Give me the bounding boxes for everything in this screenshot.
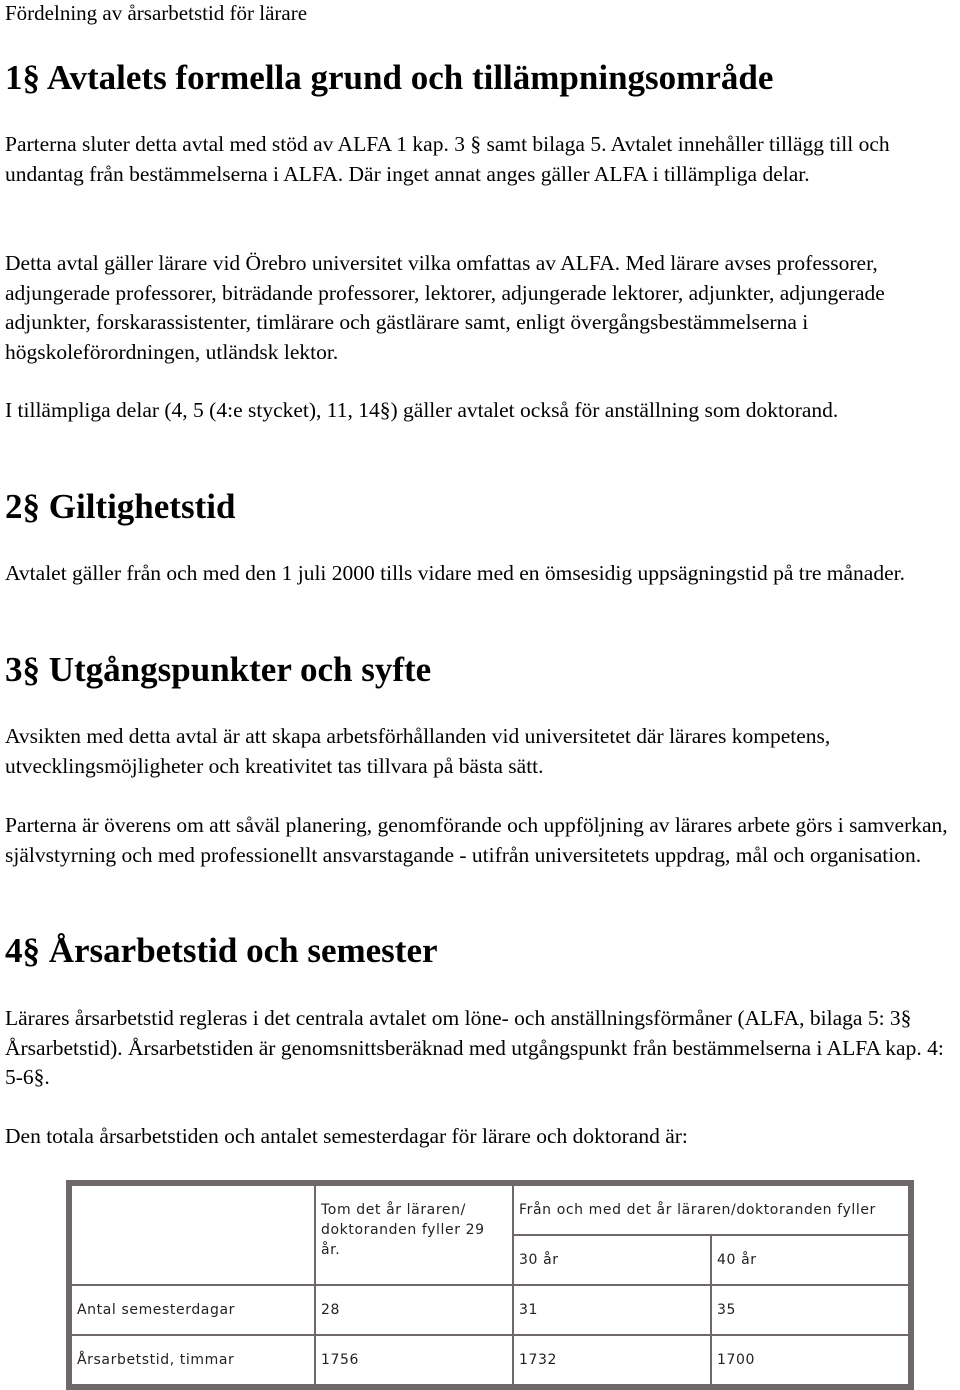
section-2-paragraph-1: Avtalet gäller från och med den 1 juli 2000 tills vidare med en ömsesidig uppsägningstid på tre månader. xyxy=(5,561,905,585)
table-subheader-40: 40 år xyxy=(711,1235,909,1285)
section-3-paragraph-1: Avsikten med detta avtal är att skapa arbetsförhållanden vid universitetet där lärares kompetens, utvecklingsmöjligheter och kreativitet tas tillvara på bästa sätt. xyxy=(5,724,831,778)
table-row xyxy=(71,1335,909,1385)
document-title: Fördelning av årsarbetstid för lärare xyxy=(5,1,308,25)
cell-vacation-30: 31 xyxy=(513,1285,711,1335)
section-4-heading: 4§ Årsarbetstid och semester xyxy=(5,931,438,970)
section-1-paragraph-1: Parterna sluter detta avtal med stöd av ALFA 1 kap. 3 § samt bilaga 5. Avtalet innehåller tillägg till och undantag från bestämmelserna i ALFA. Där inget annat anges gäller ALFA i tillämpliga delar. xyxy=(5,132,890,186)
table-corner-cell xyxy=(71,1185,315,1285)
section-1-paragraph-2: Detta avtal gäller lärare vid Örebro universitet vilka omfattas av ALFA. Med lärare avses professorer, adjungerade professorer, biträdande professorer, lektorer, adjungerade lektorer, adjunkter, adjungerade adjunkter, forskarassistenter, timlärare och gästlärare samt, enligt övergångsbestämmelserna i högskoleförordningen, utländsk lektor. xyxy=(5,251,885,364)
cell-vacation-29: 28 xyxy=(315,1285,513,1335)
allocation-table-wrapper xyxy=(66,1180,914,1390)
cell-hours-40: 1700 xyxy=(711,1335,909,1385)
table-row xyxy=(71,1285,909,1335)
cell-vacation-40: 35 xyxy=(711,1285,909,1335)
table-subheader-30: 30 år xyxy=(513,1235,711,1285)
row-label-annual-hours: Årsarbetstid, timmar xyxy=(71,1335,315,1385)
row-label-vacation-days: Antal semesterdagar xyxy=(71,1285,315,1335)
cell-hours-30: 1732 xyxy=(513,1335,711,1385)
section-3-paragraph-2: Parterna är överens om att såväl planering, genomförande och uppföljning av lärares arbete görs i samverkan, självstyrning och med professionellt ansvarstagande - utifrån universitetets uppdrag, mål och organisation. xyxy=(5,813,948,867)
section-1-paragraph-3: I tillämpliga delar (4, 5 (4:e stycket), 11, 14§) gäller avtalet också för anställning som doktorand. xyxy=(5,398,839,422)
section-4-paragraph-1: Lärares årsarbetstid regleras i det centrala avtalet om löne- och anställningsförmåner (ALFA, bilaga 5: 3§ Årsarbetstid). Årsarbetstiden är genomsnittsberäknad med utgångspunkt från bestämmelserna i ALFA kap. 4: 5-6§. xyxy=(5,1006,944,1090)
section-1-heading: 1§ Avtalets formella grund och tillämpningsområde xyxy=(5,58,774,97)
section-2-heading: 2§ Giltighetstid xyxy=(5,487,236,526)
table-header-up-to-29: Tom det år läraren/ doktoranden fyller 29 år. xyxy=(315,1185,513,1285)
table-header-from-year: Från och med det år läraren/doktoranden fyller xyxy=(513,1185,909,1235)
allocation-table xyxy=(66,1180,914,1390)
section-3-heading: 3§ Utgångspunkter och syfte xyxy=(5,650,432,689)
cell-hours-29: 1756 xyxy=(315,1335,513,1385)
section-4-paragraph-2: Den totala årsarbetstiden och antalet semesterdagar för lärare och doktorand är: xyxy=(5,1124,688,1148)
